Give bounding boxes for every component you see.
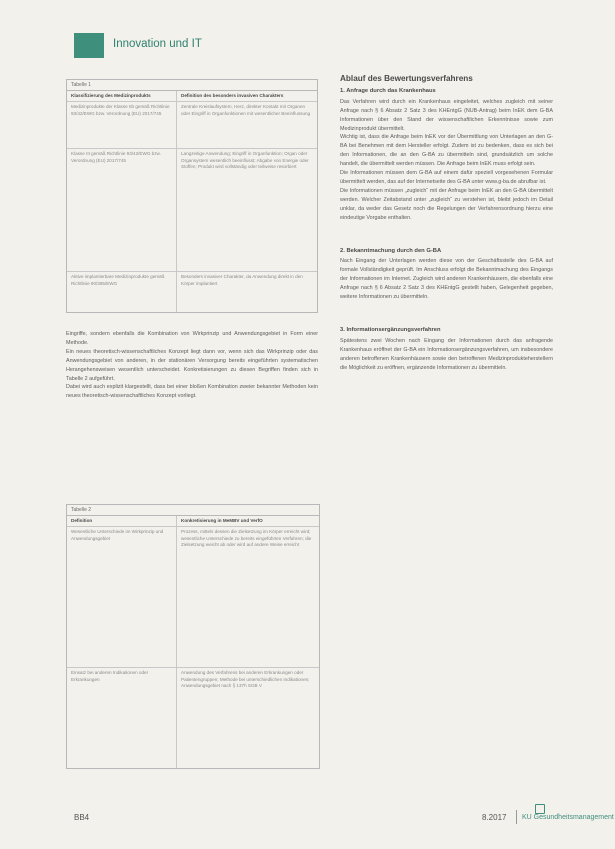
section-title: Innovation und IT xyxy=(113,38,202,50)
paragraph: Das Verfahren wird durch ein Krankenhaus eingeleitet, welches zugleich mit seiner Anfrage nach § 6 Absatz 2 Satz 3 des KHEntgG (NUB-Antrag) beim InEK dem G-BA Informationen über den Stand der wissenschaftlichen Erkenntnisse sowie zum Medizinprodukt übermittelt. xyxy=(340,98,553,132)
table-1-header xyxy=(67,91,317,102)
paragraph: Ein neues theoretisch-wissenschaftliches Konzept liegt dann vor, wenn sich das Wirkprinzip oder das Anwendungsgebiet von anderen, in der stationären Versorgung bereits eingeführten systematischen Herangehensweisen wesentlich unterscheidet. Konkretisierungen zu diesen Begriffen finden sich in Tabelle 2 aufgeführt. xyxy=(66,348,318,382)
paragraph: Die Informationen müssen „zugleich“ mit der Anfrage beim InEK an den G-BA übermittelt werden. Welcher Zeitabstand unter „zugleich“ zu verstehen ist, bleibt jedoch im Detail unklar, da weder das Gesetz noch die Regelungen der Verfahrensordnung hierzu eine eindeutige Vorgabe enthalten. xyxy=(340,187,553,221)
table-1-col-1: Klassifizierung des Medizinprodukts xyxy=(67,91,177,101)
table-row xyxy=(67,668,319,768)
left-body-text xyxy=(66,330,318,401)
table-2-col-2: Konkretisierung in MeMBV und VerfO xyxy=(181,518,263,523)
paragraph: Nach Eingang der Unterlagen werden diese von der Geschäftsstelle des G-BA auf formale Vollständigkeit geprüft. Im Anschluss erfolgt die Bekanntmachung des Eingangs der Informationen im Internet. Zugleich wird anderen Krankenhäusern, die ebenfalls eine Anfrage nach § 6 Absatz 2 Satz 3 des KHEntgG gestellt haben, Gelegenheit gegeben, weitere Informationen zu übermitteln. xyxy=(340,258,553,301)
article-heading: Ablauf des Bewertungsverfahrens xyxy=(340,74,473,83)
table-row xyxy=(67,272,317,312)
table-cell: Medizinprodukte der Klasse IIb gemäß Richtlinie 93/42/EWG bzw. Verordnung (EU) 2017/745 xyxy=(67,102,177,148)
paragraph: Die Informationen müssen dem G-BA auf einem dafür speziell vorgesehenen Formular übermittelt werden, das auf der Internetseite des G-BA unter www.g-ba.de abrufbar ist. xyxy=(340,170,553,185)
right-column xyxy=(340,75,553,372)
table-cell: Anwendung des Verfahrens bei anderen Erkrankungen oder Patientengruppen; Methode bei unterschiedlichen Indikationen; Anwendungsgebiet nach § 137h SGB V xyxy=(181,670,310,689)
table-cell: Zentrale Kreislaufsystem, Herz, direkter Kontakt mit Organen oder Eingriff in Organfunktionen mit wesentlicher Beeinflussung xyxy=(181,104,311,116)
table-row xyxy=(67,102,317,149)
table-cell: Langzeitige Anwendung; Eingriff in Organfunktion; Organ oder Organsystem wesentlich beeinflusst; Abgabe von Energie oder Stoffen; Produkt wird vollständig oder teilweise resorbiert xyxy=(181,151,309,170)
brand-name: KU Gesundheitsmanagement xyxy=(522,814,614,821)
table-2-header xyxy=(67,516,319,527)
table-cell: Prozess, mittels dessen die Zielsetzung im Körper erreicht wird; wesentliche Unterschiede zu bereits eingeführten Verfahren; die Zielsetzung weicht ab oder wird auf andere Weise erreicht xyxy=(181,529,312,548)
table-cell: Aktive implantierbare Medizinprodukte gemäß Richtlinie 90/385/EWG xyxy=(67,272,177,312)
table-2 xyxy=(66,504,320,769)
section-heading: 3. Informationsergänzungsverfahren xyxy=(340,326,441,333)
section-heading: 2. Bekanntmachung durch den G-BA xyxy=(340,247,442,254)
table-row xyxy=(67,527,319,668)
page-number: BB4 xyxy=(74,813,90,822)
paragraph: Dabei wird auch explizit klargestellt, dass bei einer bloßen Kombination zweier bekannter Methoden kein neues theoretisch-wissenschaftliches Konzept vorliegt. xyxy=(66,384,318,400)
issue-number: 8.2017 xyxy=(482,813,507,822)
table-cell: Klasse III gemäß Richtlinie 93/42/EWG bzw. Verordnung (EU) 2017/745 xyxy=(67,149,177,271)
table-1 xyxy=(66,79,318,313)
table-cell: Besonders invasiver Charakter, da Anwendung direkt in den Körper implantiert xyxy=(181,274,303,286)
table-2-caption: Tabelle 2 xyxy=(67,505,319,516)
table-cell: Wesentliche Unterschiede im Wirkprinzip und Anwendungsgebiet xyxy=(67,527,177,667)
table-cell: Einsatz bei anderen Indikationen oder Erkrankungen xyxy=(67,668,177,768)
table-2-col-1: Definition xyxy=(67,516,177,526)
section-color-block xyxy=(74,33,104,58)
table-1-col-2: Definition des besonders invasiven Charakters xyxy=(181,93,284,98)
footer-divider xyxy=(516,810,517,824)
table-row xyxy=(67,149,317,272)
paragraph: Eingriffe, sondern ebenfalls die Kombination von Wirkprinzip und Anwendungsgebiet in Form einer Methode. xyxy=(66,331,318,346)
table-1-caption: Tabelle 1 xyxy=(67,80,317,91)
brand-logo-icon xyxy=(535,804,545,814)
section-heading: 1. Anfrage durch das Krankenhaus xyxy=(340,87,436,94)
paragraph: Wichtig ist, dass die Anfrage beim InEK vor der Übermittlung von Unterlagen an den G-BA bei Benehmen mit dem Hersteller erfolgt. Zudem ist zu bedenken, dass es sich bei den Informationen, die an den G-BA zu übermitteln sind, grundsätzlich um solche handelt, die übermittelt werden müssen. Die Anfrage beim InEK muss erfolgt sein. xyxy=(340,134,553,168)
paragraph: Spätestens zwei Wochen nach Eingang der Informationen durch das anfragende Krankenhaus eröffnet der G-BA ein Informationsergänzungsverfahren, um insbesondere anderen betroffenen Krankenhäusern sowie den betroffenen Medizinprodukteherstellern die Möglichkeit zu eröffnen, ergänzende Informationen zu übermitteln. xyxy=(340,337,553,371)
